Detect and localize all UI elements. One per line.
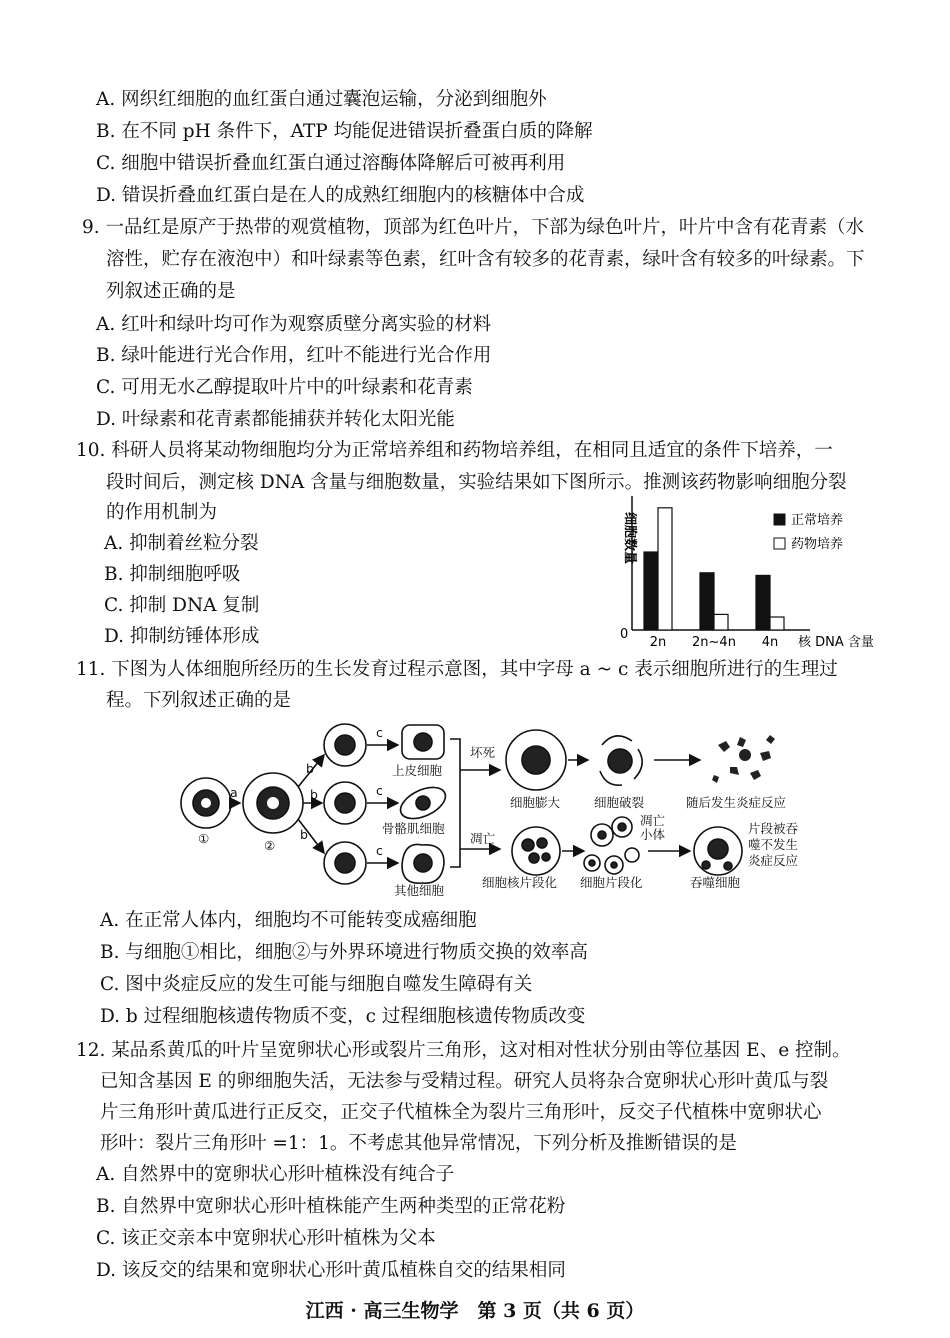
muscle-cell [396,781,450,825]
swollen-cell [506,730,566,790]
other-cell [402,844,444,883]
bar-normal-1 [700,573,714,630]
label-note2: 噬不发生 [748,837,799,852]
bar-drug-2 [770,617,784,630]
label-rupture: 细胞破裂 [594,795,645,810]
label-b1: b [306,761,314,776]
label-c2: c [376,783,383,798]
q10-bar-chart [600,490,900,660]
bar-normal-0 [644,552,658,630]
small-cell-mid [324,782,366,824]
q11-option-c: C. 图中炎症反应的发生可能与细胞自噬发生障碍有关 [100,974,533,995]
label-c1: c [376,725,383,740]
q9-option-a: A. 红叶和绿叶均可作为观察质壁分离实验的材料 [96,314,492,335]
q12-option-a: A. 自然界中的宽卵状心形叶植株没有纯合子 [96,1164,455,1185]
small-cell-bottom [324,842,366,884]
q10-option-a: A. 抑制着丝粒分裂 [104,533,259,554]
chart-ylabel: 细胞数量 [622,512,637,565]
chart-origin-label: 0 [620,627,629,642]
label-inflammation: 随后发生炎症反应 [686,795,787,810]
q9-option-d: D. 叶绿素和花青素都能捕获并转化太阳光能 [96,409,455,430]
label-note3: 炎症反应 [748,853,799,868]
legend-swatch [774,514,785,525]
q8-option-b: B. 在不同 pH 条件下，ATP 均能促进错误折叠蛋白质的降解 [96,121,593,142]
label-b3: b [300,827,308,842]
q10-option-c: C. 抑制 DNA 复制 [104,595,260,616]
q10-stem-line1: 10. 科研人员将某动物细胞均分为正常培养组和药物培养组，在相同且适宜的条件下培养，一 [76,440,833,461]
q11-stem-line2: 程。下列叙述正确的是 [106,690,292,711]
label-b2: b [310,787,318,802]
q8-option-a: A. 网织红细胞的血红蛋白通过囊泡运输，分泌到细胞外 [96,89,547,110]
label-c3: c [376,843,383,858]
q12-option-d: D. 该反交的结果和宽卵状心形叶黄瓜植株自交的结果相同 [96,1260,566,1281]
x-tick-label: 2n [649,635,667,650]
q12-option-c: C. 该正交亲本中宽卵状心形叶植株为父本 [96,1228,436,1249]
label-phagocyte: 吞噬细胞 [690,875,741,890]
legend-swatch [774,538,785,549]
q10-option-b: B. 抑制细胞呼吸 [104,564,241,585]
bar-drug-0 [658,508,672,630]
q10-option-d: D. 抑制纺锤体形成 [104,626,260,647]
small-cell-top [324,724,366,766]
nuclear-fragment-cell [512,827,560,875]
label-cell-2: ② [264,838,276,853]
label-other: 其他细胞 [394,883,445,898]
chart-xlabel: 核 DNA 含量 [798,635,874,650]
q11-option-a: A. 在正常人体内，细胞均不可能转变成癌细胞 [100,910,477,931]
q12-option-b: B. 自然界中宽卵状心形叶植株能产生两种类型的正常花粉 [96,1196,566,1217]
label-apoptosis: 凋亡 [470,831,496,846]
q11-option-d: D. b 过程细胞核遗传物质不变，c 过程细胞核遗传物质改变 [100,1006,586,1027]
bar-normal-2 [756,575,770,630]
label-body2: 小体 [640,827,666,842]
x-tick-label: 4n [761,635,779,650]
label-swell: 细胞膨大 [510,795,561,810]
q12-stem-line3: 片三角形叶黄瓜进行正反交，正交子代植株全为裂片三角形叶，反交子代植株中宽卵状心 [100,1102,822,1123]
cell-1 [181,778,231,828]
q12-stem-line2: 已知含基因 E 的卵细胞失活，无法参与受精过程。研究人员将杂合宽卵状心形叶黄瓜与裂 [100,1071,829,1092]
label-nucfrag: 细胞核片段化 [482,875,558,890]
q12-stem-line4: 形叶：裂片三角形叶 =1：1。不考虑其他异常情况，下列分析及推断错误的是 [100,1133,737,1154]
ruptured-cell [600,736,642,785]
q11-cell-diagram [170,715,820,900]
q9-stem-line3: 列叙述正确的是 [106,281,236,302]
q12-stem-line1: 12. 某品系黄瓜的叶片呈宽卵状心形或裂片三角形，这对相对性状分别由等位基因 E、e 控制。 [76,1040,851,1061]
q9-stem-line1: 9. 一品红是原产于热带的观赏植物，顶部为红色叶片，下部为绿色叶片，叶片中含有花青素（水 [82,217,865,238]
q8-option-c: C. 细胞中错误折叠血红蛋白通过溶酶体降解后可被再利用 [96,153,566,174]
q11-stem-line1: 11. 下图为人体细胞所经历的生长发育过程示意图，其中字母 a ~ c 表示细胞所进行的生理过 [76,659,838,680]
q9-stem-line2: 溶性，贮存在液泡中）和叶绿素等色素，红叶含有较多的花青素，绿叶含有较多的叶绿素。下 [106,249,865,270]
inflammation-debris [712,735,775,783]
label-note1: 片段被吞 [748,821,799,836]
q11-option-b: B. 与细胞①相比，细胞②与外界环境进行物质交换的效率高 [100,942,588,963]
page-footer: 江西 · 高三生物学 第 3 页（共 6 页） [305,1300,645,1322]
legend-label: 正常培养 [791,513,844,528]
phagocyte [694,827,742,875]
label-epithelial: 上皮细胞 [392,763,443,778]
label-body1: 凋亡 [640,813,666,828]
q9-option-b: B. 绿叶能进行光合作用，红叶不能进行光合作用 [96,345,492,366]
q10-stem-line2: 段时间后，测定核 DNA 含量与细胞数量，实验结果如下图所示。推测该药物影响细胞分裂 [106,472,847,493]
epithelial-cell [402,725,444,759]
q8-option-d: D. 错误折叠血红蛋白是在人的成熟红细胞内的核糖体中合成 [96,185,585,206]
x-tick-label: 2n~4n [692,635,736,650]
label-necrosis: 坏死 [470,745,496,760]
q10-stem-line3: 的作用机制为 [106,502,218,523]
apoptotic-bodies [584,817,639,874]
bar-drug-1 [714,614,728,630]
label-cell-1: ① [198,831,210,846]
cell-2 [243,773,303,833]
label-a: a [230,785,238,800]
label-muscle: 骨骼肌细胞 [382,821,445,836]
label-cellfrag: 细胞片段化 [580,875,643,890]
legend-label: 药物培养 [791,537,844,552]
q9-option-c: C. 可用无水乙醇提取叶片中的叶绿素和花青素 [96,377,473,398]
